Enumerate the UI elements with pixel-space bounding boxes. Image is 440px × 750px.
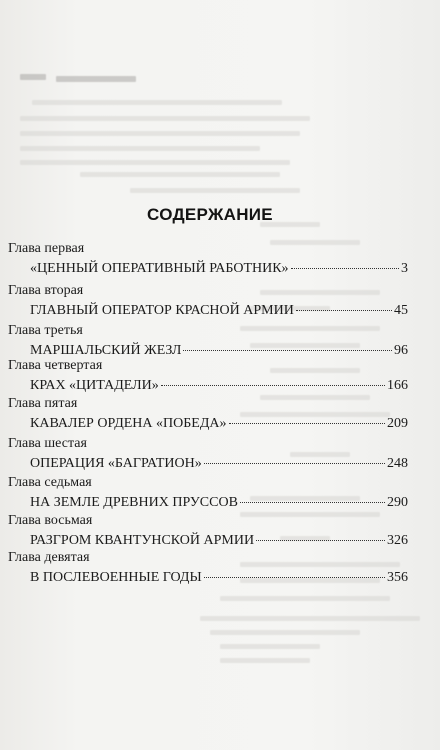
chapter-title: В ПОСЛЕВОЕННЫЕ ГОДЫ [30,570,202,585]
page-number: 209 [387,416,408,431]
dot-leader [204,577,385,578]
chapter-label: Глава шестая [8,436,87,451]
page-number: 356 [387,570,408,585]
chapter-label: Глава первая [8,241,85,256]
toc-entry [8,475,408,515]
page-number: 326 [387,533,408,548]
chapter-title: «ЦЕННЫЙ ОПЕРАТИВНЫЙ РАБОТНИК» [30,261,289,276]
dot-leader [291,268,399,269]
chapter-title-line [30,532,408,550]
toc-entry [8,241,408,281]
chapter-title: КРАХ «ЦИТАДЕЛИ» [30,378,159,393]
toc-entry [8,323,408,363]
toc-heading: СОДЕРЖАНИЕ [147,205,273,224]
chapter-title-line [30,260,408,278]
toc-entry [8,358,408,398]
chapter-title: ГЛАВНЫЙ ОПЕРАТОР КРАСНОЙ АРМИИ [30,303,294,318]
toc-entry [8,550,408,590]
dot-leader [229,423,386,424]
chapter-label: Глава восьмая [8,513,93,528]
chapter-label: Глава четвертая [8,358,103,373]
dot-leader [161,385,385,386]
dot-leader [204,463,385,464]
chapter-label: Глава седьмая [8,475,92,490]
toc-entry [8,396,408,436]
chapter-title-line [30,569,408,587]
dot-leader [240,502,385,503]
dot-leader [183,350,392,351]
chapter-title: ОПЕРАЦИЯ «БАГРАТИОН» [30,456,202,471]
toc-entry [8,283,408,323]
chapter-title: НА ЗЕМЛЕ ДРЕВНИХ ПРУССОВ [30,495,238,510]
chapter-title: КАВАЛЕР ОРДЕНА «ПОБЕДА» [30,416,227,431]
chapter-label: Глава вторая [8,283,84,298]
page-number: 45 [394,303,408,318]
chapter-label: Глава третья [8,323,83,338]
chapter-title-line [30,377,408,395]
page-number: 290 [387,495,408,510]
chapter-title-line [30,302,408,320]
chapter-title-line [30,415,408,433]
chapter-title: РАЗГРОМ КВАНТУНСКОЙ АРМИИ [30,533,255,548]
page-number: 96 [394,343,408,358]
chapter-label: Глава девятая [8,550,90,565]
toc-entry [8,513,408,553]
dot-leader [296,310,392,311]
chapter-label: Глава пятая [8,396,78,411]
chapter-title-line [30,455,408,473]
toc-entry [8,436,408,476]
dot-leader [256,540,385,541]
page-number: 3 [401,261,408,276]
page-number: 166 [387,378,408,393]
chapter-title: МАРШАЛЬСКИЙ ЖЕЗЛ [30,343,182,358]
page-number: 248 [387,456,408,471]
chapter-title-line [30,494,408,512]
